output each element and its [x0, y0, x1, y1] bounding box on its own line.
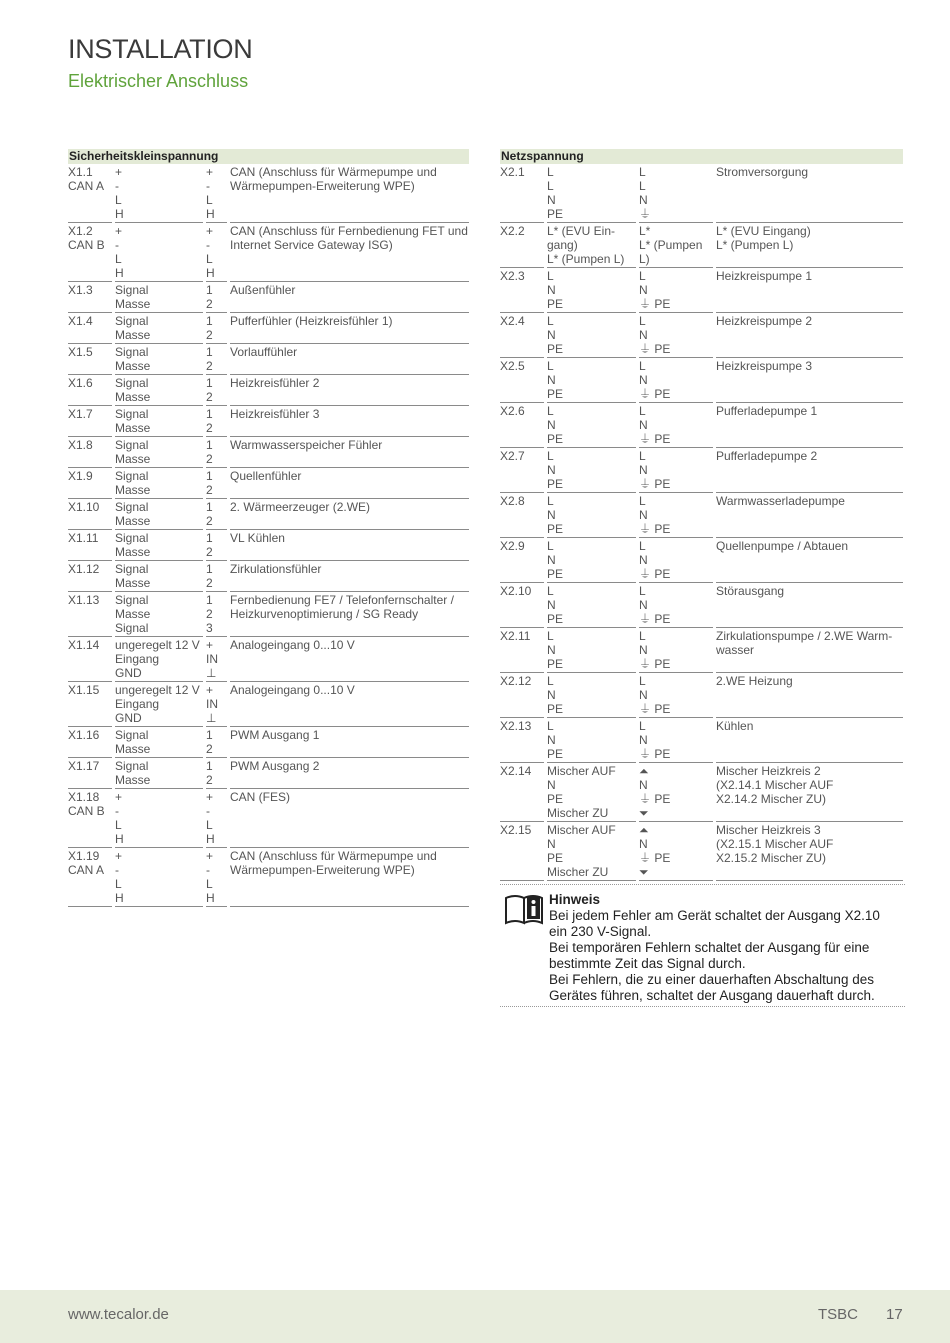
connection-label: Signal Masse [115, 727, 206, 758]
connection-label: L N PE [547, 268, 639, 313]
table-row [68, 223, 469, 282]
note-line: Bei Fehlern, die zu einer dauerhaften Abschaltung des [549, 972, 874, 987]
table-row [500, 448, 903, 493]
function-description: Heizkreispumpe 2 [716, 313, 903, 358]
connection-label: Signal Masse Signal [115, 592, 206, 637]
pin-label: L N ⏚ PE [639, 583, 716, 628]
table-row [68, 789, 469, 848]
function-description: L* (EVU Eingang) L* (Pumpen L) [716, 223, 903, 268]
function-description: Heizkreispumpe 1 [716, 268, 903, 313]
connection-label: + - L H [115, 164, 206, 223]
function-description: CAN (Anschluss für Wärmepumpe und Wärmepumpen-Erweiterung WPE) [230, 848, 469, 907]
note-box [500, 884, 905, 1007]
pin-label: + - L H [206, 789, 230, 848]
table-row [68, 727, 469, 758]
pin-label: L N ⏚ PE [639, 313, 716, 358]
table-row [68, 592, 469, 637]
terminal-id: X1.7 [68, 406, 115, 437]
terminal-id: X2.9 [500, 538, 547, 583]
pin-label: + IN ⊥ [206, 637, 230, 682]
connection-label: L* (EVU Ein- gang) L* (Pumpen L) [547, 223, 639, 268]
terminal-id: X2.15 [500, 822, 547, 881]
table-row [68, 637, 469, 682]
table-row [500, 538, 903, 583]
table-row [500, 673, 903, 718]
connection-label: L N PE [547, 403, 639, 448]
connection-label: L N PE [547, 718, 639, 763]
function-description: Fernbedienung FE7 / Telefonfernschalter / Heizkurvenoptimierung / SG Ready [230, 592, 469, 637]
terminal-id: X1.2 CAN B [68, 223, 115, 282]
terminal-id: X2.12 [500, 673, 547, 718]
terminal-id: X2.4 [500, 313, 547, 358]
terminal-id: X2.7 [500, 448, 547, 493]
terminal-id: X2.6 [500, 403, 547, 448]
terminal-id: X1.8 [68, 437, 115, 468]
pin-label: L* L* (Pumpen L) [639, 223, 716, 268]
connection-label: L N PE [547, 538, 639, 583]
table-row [500, 583, 903, 628]
pin-label: 1 2 [206, 437, 230, 468]
table-heading: Netzspannung [500, 149, 903, 164]
function-description: Analogeingang 0...10 V [230, 682, 469, 727]
pin-label: 1 2 [206, 758, 230, 789]
footer-url[interactable]: www.tecalor.de [68, 1306, 169, 1323]
note-text [549, 892, 905, 1004]
pin-label: 1 2 [206, 313, 230, 344]
pin-label: L N ⏚ PE [639, 493, 716, 538]
function-description: Kühlen [716, 718, 903, 763]
terminal-id: X1.13 [68, 592, 115, 637]
table-row [500, 164, 903, 223]
function-description: Zirkulationspumpe / 2.WE Warm- wasser [716, 628, 903, 673]
connection-label: Signal Masse [115, 437, 206, 468]
terminal-id: X2.2 [500, 223, 547, 268]
table-row [68, 530, 469, 561]
terminal-id: X2.11 [500, 628, 547, 673]
note-heading: Hinweis [549, 892, 601, 907]
terminal-id: X2.10 [500, 583, 547, 628]
terminal-id: X1.3 [68, 282, 115, 313]
table-row [68, 406, 469, 437]
function-description: Pufferladepumpe 2 [716, 448, 903, 493]
function-description: CAN (Anschluss für Fernbedienung FET und Internet Service Gateway ISG) [230, 223, 469, 282]
pin-label: ⏶ N ⏚ PE ⏷ [639, 822, 716, 881]
terminal-id: X1.14 [68, 637, 115, 682]
function-description: Vorlauffühler [230, 344, 469, 375]
terminal-id: X1.17 [68, 758, 115, 789]
terminal-id: X1.19 CAN A [68, 848, 115, 907]
pin-label: 1 2 [206, 727, 230, 758]
function-description: 2.WE Heizung [716, 673, 903, 718]
connection-label: L N PE [547, 673, 639, 718]
function-description: Pufferladepumpe 1 [716, 403, 903, 448]
pin-label: L N ⏚ PE [639, 403, 716, 448]
function-description: Außenfühler [230, 282, 469, 313]
function-description: CAN (Anschluss für Wärmepumpe und Wärmepumpen-Erweiterung WPE) [230, 164, 469, 223]
terminal-id: X2.1 [500, 164, 547, 223]
connection-label: Signal Masse [115, 375, 206, 406]
connection-label: ungeregelt 12 V Eingang GND [115, 682, 206, 727]
terminal-id: X1.1 CAN A [68, 164, 115, 223]
connection-label: Signal Masse [115, 344, 206, 375]
function-description: Zirkulationsfühler [230, 561, 469, 592]
pin-label: 1 2 [206, 344, 230, 375]
function-description: Analogeingang 0...10 V [230, 637, 469, 682]
table-row [68, 437, 469, 468]
connection-label: Signal Masse [115, 530, 206, 561]
connection-label: L N PE [547, 493, 639, 538]
page-number: 17 [886, 1306, 903, 1323]
connection-label: + - L H [115, 848, 206, 907]
function-description: Störausgang [716, 583, 903, 628]
connection-label: Mischer AUF N PE Mischer ZU [547, 763, 639, 822]
function-description: PWM Ausgang 1 [230, 727, 469, 758]
connection-label: L N PE [547, 448, 639, 493]
connection-label: Signal Masse [115, 406, 206, 437]
function-description: Heizkreisfühler 2 [230, 375, 469, 406]
pin-label: L L N ⏚ [639, 164, 716, 223]
pin-label: L N ⏚ PE [639, 673, 716, 718]
connection-label: Mischer AUF N PE Mischer ZU [547, 822, 639, 881]
table-row [68, 561, 469, 592]
table-row [68, 313, 469, 344]
function-description: PWM Ausgang 2 [230, 758, 469, 789]
function-description: Warmwasserspeicher Fühler [230, 437, 469, 468]
terminal-id: X1.12 [68, 561, 115, 592]
pin-label: ⏶ N ⏚ PE ⏷ [639, 763, 716, 822]
table-row [500, 628, 903, 673]
table-row [68, 758, 469, 789]
connection-label: L N PE [547, 313, 639, 358]
note-line: bestimmte Zeit das Signal durch. [549, 956, 746, 971]
note-line: ein 230 V-Signal. [549, 924, 652, 939]
connection-label: + - L H [115, 789, 206, 848]
page-title: INSTALLATION [68, 34, 253, 64]
function-description: Heizkreispumpe 3 [716, 358, 903, 403]
pin-label: L N ⏚ PE [639, 268, 716, 313]
table-row [500, 403, 903, 448]
terminal-id: X1.16 [68, 727, 115, 758]
function-description: Pufferfühler (Heizkreisfühler 1) [230, 313, 469, 344]
connection-label: Signal Masse [115, 468, 206, 499]
table-row [68, 848, 469, 907]
table-row [500, 313, 903, 358]
table-row [500, 822, 903, 881]
connection-label: Signal Masse [115, 313, 206, 344]
connection-label: ungeregelt 12 V Eingang GND [115, 637, 206, 682]
terminal-id: X2.5 [500, 358, 547, 403]
pin-label: 1 2 [206, 561, 230, 592]
pin-label: L N ⏚ PE [639, 448, 716, 493]
pin-label: + IN ⊥ [206, 682, 230, 727]
connection-label: Signal Masse [115, 758, 206, 789]
note-line: Bei temporären Fehlern schaltet der Ausgang für eine [549, 940, 870, 955]
table-row [68, 468, 469, 499]
table-row [68, 375, 469, 406]
note-line: Gerätes führen, schaltet der Ausgang dauerhaft durch. [549, 988, 875, 1003]
function-description: Quellenfühler [230, 468, 469, 499]
table-row [68, 682, 469, 727]
pin-label: L N ⏚ PE [639, 718, 716, 763]
pin-label: 1 2 [206, 406, 230, 437]
function-description: CAN (FES) [230, 789, 469, 848]
page-footer [0, 1290, 950, 1343]
table-row [500, 223, 903, 268]
terminal-id: X2.3 [500, 268, 547, 313]
pin-label: + - L H [206, 164, 230, 223]
terminal-table-mains-voltage [500, 149, 903, 881]
terminal-id: X1.4 [68, 313, 115, 344]
terminal-table-low-voltage [68, 149, 469, 907]
note-line: Bei jedem Fehler am Gerät schaltet der Ausgang X2.10 [549, 908, 880, 923]
connection-label: Signal Masse [115, 561, 206, 592]
function-description: VL Kühlen [230, 530, 469, 561]
connection-label: L N PE [547, 628, 639, 673]
page-subtitle: Elektrischer Anschluss [68, 71, 249, 91]
connection-label: Signal Masse [115, 282, 206, 313]
pin-label: 1 2 [206, 499, 230, 530]
pin-label: 1 2 [206, 468, 230, 499]
pin-label: L N ⏚ PE [639, 538, 716, 583]
terminal-id: X1.10 [68, 499, 115, 530]
table-row [68, 499, 469, 530]
connection-label: L N PE [547, 583, 639, 628]
table-row [500, 493, 903, 538]
connection-label: L L N PE [547, 164, 639, 223]
terminal-id: X1.5 [68, 344, 115, 375]
pin-label: L N ⏚ PE [639, 628, 716, 673]
table-row [68, 164, 469, 223]
function-description: Warmwasserladepumpe [716, 493, 903, 538]
terminal-id: X1.18 CAN B [68, 789, 115, 848]
table-row [500, 718, 903, 763]
pin-label: 1 2 [206, 375, 230, 406]
terminal-id: X1.6 [68, 375, 115, 406]
pin-label: L N ⏚ PE [639, 358, 716, 403]
function-description: Mischer Heizkreis 2 (X2.14.1 Mischer AUF X2.14.2 Mischer ZU) [716, 763, 903, 822]
connection-label: + - L H [115, 223, 206, 282]
terminal-id: X2.13 [500, 718, 547, 763]
table-heading: Sicherheitskleinspannung [68, 149, 469, 164]
function-description: 2. Wärmeerzeuger (2.WE) [230, 499, 469, 530]
function-description: Quellenpumpe / Abtauen [716, 538, 903, 583]
terminal-id: X2.8 [500, 493, 547, 538]
terminal-id: X1.9 [68, 468, 115, 499]
pin-label: + - L H [206, 223, 230, 282]
pin-label: 1 2 3 [206, 592, 230, 637]
pin-label: 1 2 [206, 530, 230, 561]
table-row [500, 268, 903, 313]
table-row [500, 763, 903, 822]
terminal-id: X1.11 [68, 530, 115, 561]
table-row [500, 358, 903, 403]
terminal-id: X2.14 [500, 763, 547, 822]
terminal-id: X1.15 [68, 682, 115, 727]
table-row [68, 282, 469, 313]
footer-model: TSBC [818, 1306, 859, 1323]
pin-label: 1 2 [206, 282, 230, 313]
connection-label: Signal Masse [115, 499, 206, 530]
table-row [68, 344, 469, 375]
pin-label: + - L H [206, 848, 230, 907]
function-description: Stromversorgung [716, 164, 903, 223]
function-description: Mischer Heizkreis 3 (X2.15.1 Mischer AUF X2.15.2 Mischer ZU) [716, 822, 903, 881]
info-book-icon [504, 893, 544, 925]
connection-label: L N PE [547, 358, 639, 403]
function-description: Heizkreisfühler 3 [230, 406, 469, 437]
